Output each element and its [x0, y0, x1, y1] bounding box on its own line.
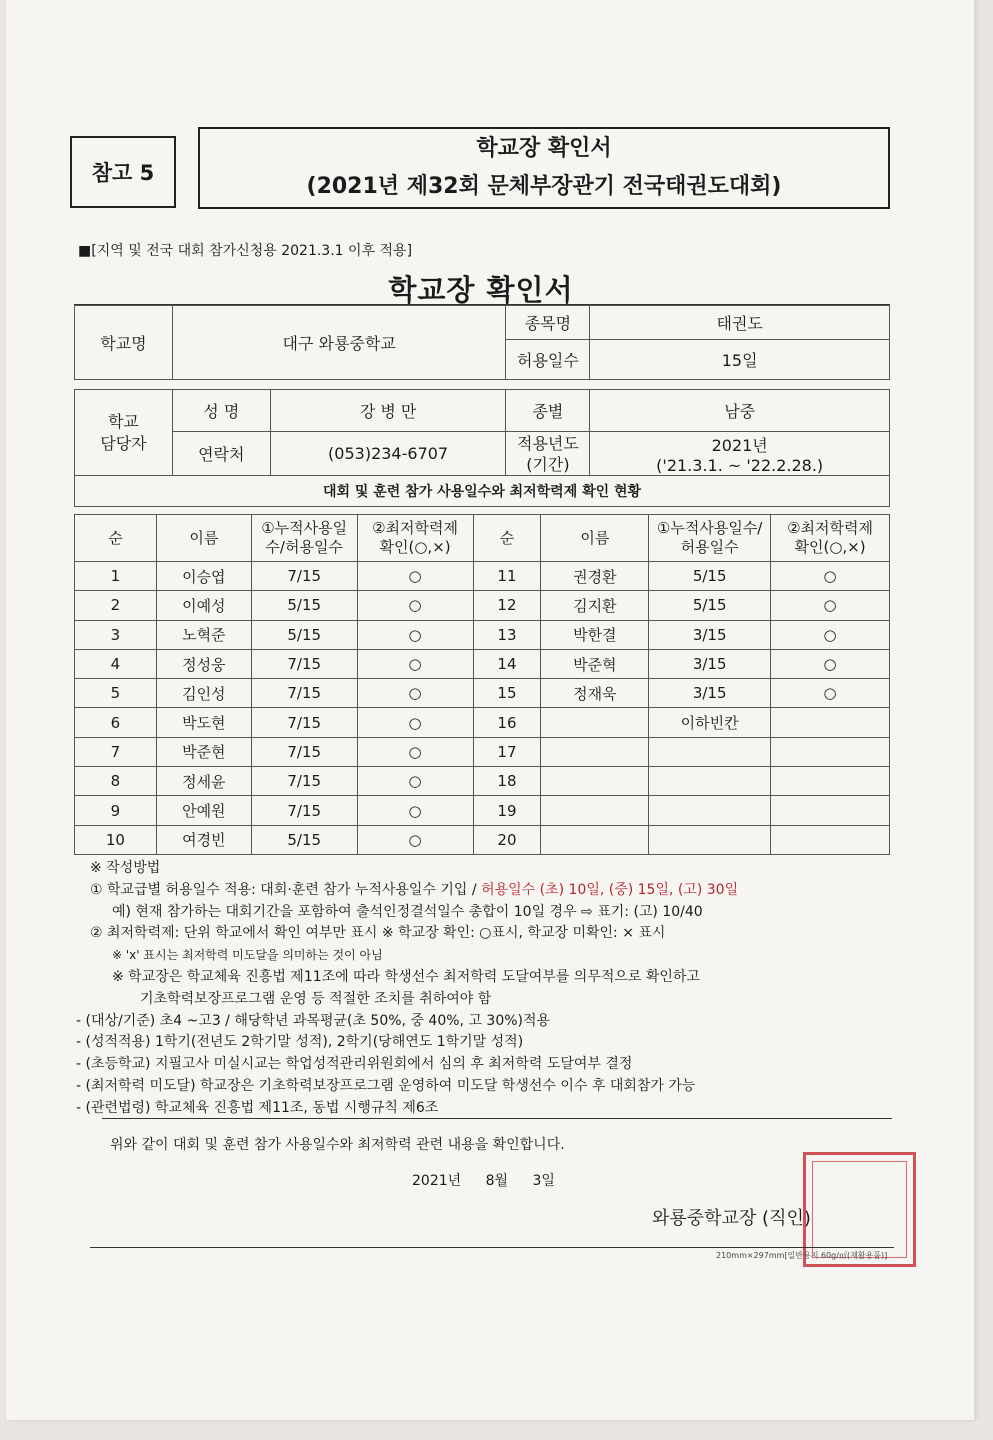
- student-check-left: ○: [357, 679, 473, 708]
- student-name-right: 박한결: [541, 620, 649, 649]
- date-month: 8월: [485, 1173, 509, 1189]
- allowed-days-label: 허용일수: [506, 340, 590, 380]
- table-row: [75, 679, 890, 708]
- student-check-right: ○: [771, 562, 890, 591]
- instruction-line-1-text: ① 학교급별 허용일수 적용: 대회·훈련 참가 누적사용일수 기입 /: [90, 881, 482, 898]
- category-label: 종별: [506, 390, 590, 432]
- document-date: [412, 1170, 575, 1190]
- table-row: [75, 796, 890, 825]
- table-row: [75, 620, 890, 649]
- student-name-left: 정성웅: [156, 649, 251, 678]
- student-check-left: ○: [357, 825, 473, 854]
- table-row: [75, 737, 890, 766]
- student-days-left: 7/15: [251, 679, 357, 708]
- header-name: 이름: [156, 515, 251, 562]
- student-name-right: 권경환: [541, 562, 649, 591]
- student-days-left: 7/15: [251, 796, 357, 825]
- student-days-right: 3/15: [649, 620, 771, 649]
- student-days-right: 3/15: [649, 679, 771, 708]
- student-name-right: 정재욱: [541, 679, 649, 708]
- header-title-line2: (2021년 제32회 문체부장관기 전국태권도대회): [306, 174, 782, 199]
- student-no-right: 17: [473, 737, 541, 766]
- student-days-left: 5/15: [251, 825, 357, 854]
- manager-label: 학교 담당자: [75, 390, 173, 476]
- school-name-label: 학교명: [75, 306, 173, 380]
- student-name-left: 노혁준: [156, 620, 251, 649]
- student-name-right: [541, 737, 649, 766]
- footer-rule: [90, 1247, 894, 1248]
- student-name-right: [541, 825, 649, 854]
- student-check-left: ○: [357, 708, 473, 737]
- student-days-right: 이하빈칸: [649, 708, 771, 737]
- page-title: 학교장 확인서: [388, 273, 574, 307]
- student-name-right: [541, 796, 649, 825]
- instructions-rule: [102, 1118, 892, 1119]
- student-check-left: ○: [357, 562, 473, 591]
- header-name-2: 이름: [541, 515, 649, 562]
- status-title: 대회 및 훈련 참가 사용일수와 최저학력제 확인 현황: [75, 476, 890, 507]
- student-no-left: 5: [75, 679, 157, 708]
- student-days-left: 5/15: [251, 591, 357, 620]
- sport-value: 태권도: [590, 306, 890, 340]
- instructions-heading: ※ 작성방법: [90, 860, 161, 876]
- student-no-left: 2: [75, 591, 157, 620]
- student-days-right: 3/15: [649, 649, 771, 678]
- header-check: ②최저학력제 확인(○,×): [357, 515, 473, 562]
- student-no-right: 12: [473, 591, 541, 620]
- reference-label: 참고 5: [70, 136, 176, 208]
- paper-size-note: 210mm×297mm[일반용지 60g/㎡(재활용품)]: [716, 1251, 888, 1260]
- student-name-left: 정세윤: [156, 767, 251, 796]
- allowed-days-rule: 허용일수 (초) 10일, (중) 15일, (고) 30일: [481, 881, 739, 898]
- year-value-cell: [590, 432, 890, 476]
- table-row: [75, 649, 890, 678]
- student-name-right: 박준혁: [541, 649, 649, 678]
- instruction-line-9: - (초등학교) 지필고사 미실시교는 학업성적관리위원회에서 심의 후 최저학력 도달여부 결정: [76, 1056, 633, 1073]
- instruction-line-7: - (대상/기준) 초4 ~고3 / 해당학년 과목평균(초 50%, 중 40%, 고 30%)적용: [76, 1012, 551, 1029]
- student-days-right: [649, 825, 771, 854]
- student-check-left: ○: [357, 737, 473, 766]
- year-value: 2021년: [711, 435, 768, 455]
- student-days-right: [649, 737, 771, 766]
- category-value: 남중: [590, 390, 890, 432]
- manager-name-label: 성 명: [172, 390, 270, 432]
- student-no-right: 19: [473, 796, 541, 825]
- student-no-right: 15: [473, 679, 541, 708]
- student-check-right: [771, 767, 890, 796]
- document-page: [6, 0, 974, 1420]
- student-no-left: 6: [75, 708, 157, 737]
- student-check-left: ○: [357, 796, 473, 825]
- student-days-left: 7/15: [251, 767, 357, 796]
- instruction-line-11: - (관련법령) 학교체육 진흥법 제11조, 동법 시행규칙 제6조: [76, 1099, 439, 1116]
- student-name-left: 이예성: [156, 591, 251, 620]
- student-no-right: 14: [473, 649, 541, 678]
- student-check-left: ○: [357, 649, 473, 678]
- student-no-left: 9: [75, 796, 157, 825]
- student-no-left: 7: [75, 737, 157, 766]
- contact-label: 연락처: [172, 432, 270, 476]
- allowed-days-value: 15일: [590, 340, 890, 380]
- student-no-left: 3: [75, 620, 157, 649]
- instructions: [76, 858, 890, 1120]
- school-info-table: [74, 305, 890, 507]
- date-year: 2021년: [412, 1173, 462, 1189]
- year-label: 적용년도 (기간): [506, 432, 590, 476]
- header-days: ①누적사용일 수/허용일수: [251, 515, 357, 562]
- student-check-right: ○: [771, 591, 890, 620]
- student-check-right: [771, 737, 890, 766]
- period-value: ('21.3.1. ~ '22.2.28.): [656, 455, 824, 475]
- student-no-right: 11: [473, 562, 541, 591]
- student-check-right: [771, 825, 890, 854]
- instruction-line-8: - (성적적용) 1학기(전년도 2학기말 성적), 2학기(당해연도 1학기말 성적): [76, 1034, 524, 1051]
- student-name-right: [541, 767, 649, 796]
- student-no-left: 10: [75, 825, 157, 854]
- student-name-right: 김지환: [541, 591, 649, 620]
- contact-value: (053)234-6707: [270, 432, 506, 476]
- student-check-left: ○: [357, 591, 473, 620]
- student-name-left: 안예원: [156, 796, 251, 825]
- student-days-left: 5/15: [251, 620, 357, 649]
- student-no-right: 18: [473, 767, 541, 796]
- list-header-row: [75, 515, 890, 562]
- table-row: [75, 767, 890, 796]
- student-name-left: 여경빈: [156, 825, 251, 854]
- student-days-right: 5/15: [649, 562, 771, 591]
- student-name-left: 박준현: [156, 737, 251, 766]
- manager-name-value: 강 병 만: [270, 390, 506, 432]
- school-name-value: 대구 와룡중학교: [172, 306, 506, 380]
- student-check-left: ○: [357, 767, 473, 796]
- student-no-left: 8: [75, 767, 157, 796]
- header-title-box: [198, 127, 890, 209]
- header-days-2: ①누적사용일수/ 허용일수: [649, 515, 771, 562]
- header-no-2: 순: [473, 515, 541, 562]
- student-days-left: 7/15: [251, 562, 357, 591]
- student-list-table: [74, 514, 890, 855]
- student-check-left: ○: [357, 620, 473, 649]
- student-check-right: ○: [771, 649, 890, 678]
- table-row: [75, 591, 890, 620]
- sport-label: 종목명: [506, 306, 590, 340]
- student-days-right: 5/15: [649, 591, 771, 620]
- instruction-line-4: ※ 'x' 표시는 최저학력 미도달을 의미하는 것이 아님: [112, 948, 383, 963]
- applicability-note: ■[지역 및 전국 대회 참가신청용 2021.3.1 이후 적용]: [78, 243, 413, 259]
- student-name-right: [541, 708, 649, 737]
- student-check-right: ○: [771, 620, 890, 649]
- student-check-right: ○: [771, 679, 890, 708]
- student-no-left: 4: [75, 649, 157, 678]
- instruction-line-2: 예) 현재 참가하는 대회기간을 포함하여 출석인정결석일수 총합이 10일 경우 ⇨ 표기: (고) 10/40: [112, 903, 703, 920]
- student-no-right: 13: [473, 620, 541, 649]
- student-name-left: 박도현: [156, 708, 251, 737]
- student-check-right: [771, 708, 890, 737]
- table-row: [75, 825, 890, 854]
- header-check-2: ②최저학력제 확인(○,×): [771, 515, 890, 562]
- student-days-left: 7/15: [251, 649, 357, 678]
- student-days-right: [649, 767, 771, 796]
- student-days-left: 7/15: [251, 737, 357, 766]
- student-no-right: 20: [473, 825, 541, 854]
- table-row: [75, 708, 890, 737]
- header-title-line1: 학교장 확인서: [476, 136, 612, 161]
- student-no-right: 16: [473, 708, 541, 737]
- instruction-line-6: 기초학력보장프로그램 운영 등 적절한 조치를 취하여야 함: [140, 990, 492, 1007]
- header-no: 순: [75, 515, 157, 562]
- student-check-right: [771, 796, 890, 825]
- student-no-left: 1: [75, 562, 157, 591]
- instruction-line-1: [90, 880, 890, 902]
- student-days-right: [649, 796, 771, 825]
- confirmation-text: 위와 같이 대회 및 훈련 참가 사용일수와 최저학력 관련 내용을 확인합니다.: [110, 1137, 565, 1153]
- instruction-line-10: - (최저학력 미도달) 학교장은 기초학력보장프로그램 운영하여 미도달 학생선수 이수 후 대회참가 가능: [76, 1077, 696, 1094]
- student-name-left: 김인성: [156, 679, 251, 708]
- student-name-left: 이승엽: [156, 562, 251, 591]
- instruction-line-5: ※ 학교장은 학교체육 진흥법 제11조에 따라 학생선수 최저학력 도달여부를 의무적으로 확인하고: [112, 968, 700, 985]
- date-day: 3일: [532, 1173, 555, 1189]
- principal-signature: 와룡중학교장 (직인): [652, 1208, 811, 1229]
- student-days-left: 7/15: [251, 708, 357, 737]
- table-row: [75, 562, 890, 591]
- instruction-line-3: ② 최저학력제: 단위 학교에서 확인 여부만 표시 ※ 학교장 확인: ○표시, 학교장 미확인: × 표시: [90, 925, 666, 942]
